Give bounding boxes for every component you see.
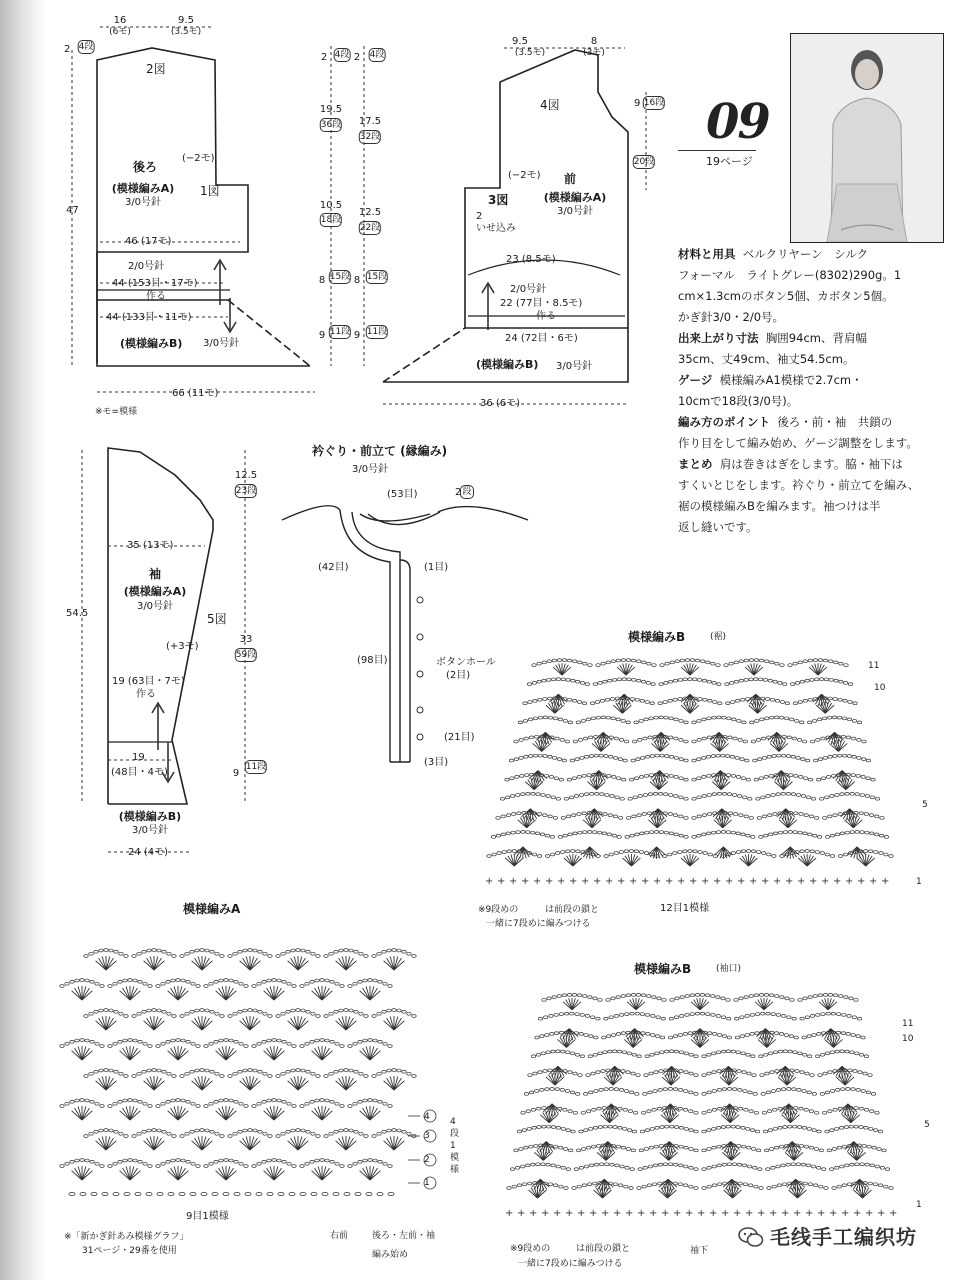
- gauge-2: 10cmで18段(3/0号)。: [678, 394, 799, 408]
- finish-4: 返し縫いです。: [678, 520, 758, 534]
- front-needle: 3/0号針: [556, 206, 594, 217]
- svg-text:+: +: [881, 876, 890, 887]
- sleeve-dimension-lines: [82, 450, 245, 852]
- svg-text:+: +: [529, 1208, 538, 1219]
- back-top-rows: 4段: [78, 42, 94, 52]
- gauge-label: ゲージ: [678, 373, 713, 387]
- svg-text:+: +: [697, 1208, 706, 1219]
- svg-text:+: +: [785, 876, 794, 887]
- svg-text:+: +: [497, 876, 506, 887]
- collar-2: 2: [455, 487, 462, 498]
- col1-11rows: 11段: [329, 327, 351, 337]
- pattern-b-cuff-row-10: 10: [902, 1034, 914, 1044]
- sleeve-hem-needle: 3/0号針: [131, 825, 169, 836]
- pattern-a-row-3: 3: [424, 1131, 430, 1141]
- pattern-a-row-2: 2: [424, 1155, 430, 1165]
- pattern-b-hem-row-5: 5: [922, 800, 928, 810]
- pattern-b-cuff-arrow-label: 袖下: [690, 1246, 709, 1256]
- size-2: 35cm、丈49cm、袖丈54.5cm。: [678, 352, 855, 366]
- svg-text:+: +: [797, 876, 806, 887]
- point-2: 作り目をして編み始め、ゲージ調整をします。: [678, 436, 918, 450]
- svg-text:+: +: [757, 1208, 766, 1219]
- collar-needle: 3/0号針: [352, 464, 389, 475]
- front-hem-pattern: (模様編みB): [476, 358, 539, 371]
- pattern-b-hem-title: 模様編みB: [628, 630, 686, 644]
- sleeve-col-23rows: 23段: [235, 486, 257, 496]
- sleeve-col-59rows: 59段: [235, 650, 257, 660]
- back-fig-1: 1図: [200, 184, 220, 198]
- col1-15rows: 15段: [329, 272, 351, 282]
- point-1: 後ろ・前・袖 共鎖の: [777, 415, 893, 429]
- pattern-a-repeat: 9目1模様: [186, 1211, 229, 1222]
- svg-text:+: +: [745, 1208, 754, 1219]
- sleeve-make: 作る: [136, 689, 156, 700]
- pattern-b-cuff-note-2: 一緒に7段めに編みつける: [518, 1259, 623, 1269]
- back-top-height: 2: [64, 44, 71, 55]
- svg-text:+: +: [809, 876, 818, 887]
- issue-rule: [678, 150, 756, 151]
- col1-8: 8: [318, 275, 326, 286]
- pattern-b-cuff-chart: [505, 993, 897, 1219]
- collar-21: (21目): [444, 732, 475, 743]
- pattern-b-hem-repeat: 12目1模様: [660, 903, 710, 914]
- back-width-44b: 44 (133目・11モ): [106, 312, 192, 323]
- svg-text:+: +: [601, 1208, 610, 1219]
- sleeve-col-12-5: 12.5: [234, 470, 258, 481]
- svg-text:+: +: [565, 1208, 574, 1219]
- back-decrease: (−2モ): [182, 153, 215, 164]
- sleeve-bottom-width: 24 (4モ): [128, 847, 169, 858]
- sleeve-height: 54.5: [66, 608, 89, 619]
- col1-9: 9: [318, 330, 326, 341]
- front-fig-4: 4図: [540, 98, 560, 112]
- svg-text:+: +: [665, 876, 674, 887]
- front-width-22: 22 (77目・8.5モ): [500, 298, 583, 309]
- svg-text:+: +: [805, 1208, 814, 1219]
- svg-text:+: +: [857, 876, 866, 887]
- sleeve-width-19a: 19 (63目・7モ): [112, 676, 185, 687]
- materials-4: かぎ針3/0・2/0号。: [678, 310, 785, 324]
- materials-label: 材料と用具: [678, 247, 736, 261]
- col2-11rows: 11段: [366, 327, 388, 337]
- front-width-23: 23 (8.5モ): [506, 254, 556, 265]
- svg-text:+: +: [817, 1208, 826, 1219]
- finish-3: 裾の模様編みBを編みます。袖つけは半: [678, 499, 881, 513]
- col1-36rows: 36段: [320, 120, 342, 130]
- svg-text:+: +: [541, 1208, 550, 1219]
- svg-text:+: +: [637, 1208, 646, 1219]
- collar-3: (3目): [424, 757, 449, 768]
- front-width-24: 24 (72目・6モ): [505, 333, 578, 344]
- col1-18rows: 18段: [320, 215, 342, 225]
- svg-text:+: +: [841, 1208, 850, 1219]
- back-top-width-1: 16: [113, 15, 127, 26]
- pattern-b-cuff-note-1b: は前段の鎖と: [576, 1244, 631, 1254]
- svg-text:+: +: [629, 876, 638, 887]
- svg-text:+: +: [577, 1208, 586, 1219]
- svg-text:+: +: [781, 1208, 790, 1219]
- col2-22rows: 22段: [359, 223, 381, 233]
- front-right-rows-20: 20段: [633, 157, 655, 167]
- svg-text:+: +: [649, 1208, 658, 1219]
- svg-text:+: +: [733, 1208, 742, 1219]
- sleeve-width-19b: 19: [132, 752, 145, 763]
- svg-text:+: +: [613, 1208, 622, 1219]
- pattern-b-cuff-title: 模様編みB: [634, 962, 692, 976]
- front-top-width-1: 9.5: [512, 36, 528, 47]
- svg-text:+: +: [689, 876, 698, 887]
- svg-text:+: +: [569, 876, 578, 887]
- svg-text:+: +: [677, 876, 686, 887]
- front-top-width-1-sub: (3.5モ): [514, 48, 546, 58]
- svg-text:+: +: [533, 876, 542, 887]
- svg-text:+: +: [653, 876, 662, 887]
- front-title: 前: [564, 172, 577, 186]
- back-pattern: (模様編みA): [111, 182, 175, 195]
- pattern-a-note-2: 31ページ・29番を使用: [82, 1246, 177, 1256]
- front-pattern: (模様編みA): [543, 191, 607, 204]
- gauge-1: 模様編みA1模様で2.7cm・: [719, 373, 863, 387]
- svg-text:+: +: [869, 876, 878, 887]
- model-photo-illustration: [791, 34, 943, 242]
- collar-buttonhole-rows: (2目): [446, 670, 471, 681]
- svg-text:+: +: [625, 1208, 634, 1219]
- front-right-height: 9: [634, 98, 641, 109]
- svg-text:+: +: [725, 876, 734, 887]
- finish-1: 肩は巻きはぎをします。脇・袖下は: [719, 457, 903, 471]
- back-make: 作る: [146, 291, 166, 302]
- collar-title: 衿ぐり・前立て (縁編み): [312, 444, 448, 458]
- svg-text:+: +: [593, 876, 602, 887]
- col1-10-5: 10.5: [319, 200, 343, 211]
- sleeve-schematic: [108, 448, 213, 804]
- materials-2: フォーマル ライトグレー(8302)290g。1: [678, 268, 902, 282]
- svg-text:+: +: [845, 876, 854, 887]
- col2-17-5: 17.5: [358, 116, 382, 127]
- pattern-b-cuff-row-11: 11: [902, 1019, 914, 1029]
- svg-text:+: +: [661, 1208, 670, 1219]
- pattern-b-cuff-note-1: ※9段めの: [510, 1244, 551, 1254]
- svg-text:+: +: [865, 1208, 874, 1219]
- col2-15rows: 15段: [366, 272, 388, 282]
- pattern-b-hem-sub: (裾): [710, 632, 727, 642]
- front-dart-label: いせ込み: [476, 223, 516, 234]
- front-fig-3: 3図: [488, 193, 509, 207]
- sleeve-col-11rows: 11段: [245, 762, 267, 772]
- pattern-b-hem-note-2: 一緒に7段めに編みつける: [486, 919, 591, 929]
- sleeve-pattern: (模様編みA): [123, 585, 187, 598]
- col2-8: 8: [353, 275, 361, 286]
- front-top-width-2-sub: (3モ): [583, 48, 605, 58]
- sleeve-fig-5: 5図: [207, 612, 227, 626]
- sleeve-hem-pattern: (模様編みB): [118, 810, 182, 823]
- svg-text:+: +: [889, 1208, 898, 1219]
- pattern-a-title: 模様編みA: [183, 902, 241, 916]
- issue-page-ref: 19ページ: [706, 155, 753, 168]
- svg-text:+: +: [517, 1208, 526, 1219]
- model-photo: [790, 33, 944, 243]
- instructions: [678, 244, 950, 538]
- col1-19-5: 19.5: [319, 104, 343, 115]
- svg-text:+: +: [793, 1208, 802, 1219]
- materials-1: ベルクリヤーン シルク: [742, 247, 869, 261]
- col1-4rows: 4段: [334, 50, 350, 60]
- svg-text:+: +: [553, 1208, 562, 1219]
- svg-text:+: +: [545, 876, 554, 887]
- svg-text:+: +: [505, 1208, 514, 1219]
- pattern-b-hem-row-10: 10: [874, 683, 886, 693]
- col2-12-5: 12.5: [358, 207, 382, 218]
- svg-text:+: +: [617, 876, 626, 887]
- back-hem-needle: 3/0号針: [203, 338, 240, 349]
- pattern-b-hem-chart: [485, 659, 893, 887]
- svg-text:+: +: [853, 1208, 862, 1219]
- size-label: 出来上がり寸法: [678, 331, 759, 345]
- front-hem-needle: 3/0号針: [556, 361, 593, 372]
- issue-number: 09: [706, 94, 769, 150]
- sleeve-col-33: 33: [239, 634, 253, 645]
- pattern-b-cuff-row-5: 5: [924, 1120, 930, 1130]
- finish-label: まとめ: [678, 457, 713, 471]
- svg-text:+: +: [581, 876, 590, 887]
- front-top-width-2: 8: [590, 36, 598, 47]
- svg-text:+: +: [833, 876, 842, 887]
- sleeve-width-19b-sub: (48目・4モ): [111, 767, 168, 778]
- pattern-b-hem-row-11: 11: [868, 661, 880, 671]
- col2-2: 2: [353, 52, 361, 63]
- svg-text:+: +: [685, 1208, 694, 1219]
- pattern-a-rows-label: 4段1模様: [450, 1117, 460, 1175]
- back-top-width-2: 9.5: [178, 15, 194, 26]
- back-hem-pattern: (模様編みB): [120, 337, 183, 350]
- svg-text:+: +: [709, 1208, 718, 1219]
- sleeve-col-9: 9: [232, 768, 240, 779]
- collar-2-rows: 段: [460, 485, 474, 499]
- col2-4rows: 4段: [369, 50, 385, 60]
- front-right-rows-16: 16段: [643, 98, 665, 108]
- svg-text:+: +: [701, 876, 710, 887]
- svg-text:+: +: [589, 1208, 598, 1219]
- front-needle-2: 2/0号針: [510, 284, 547, 295]
- collar-buttonhole: ボタンホール: [436, 657, 496, 668]
- pattern-a-row-4: 4: [424, 1112, 430, 1122]
- pattern-a-row-1: 1: [424, 1178, 430, 1188]
- pattern-a-chart: [60, 949, 436, 1196]
- point-label: 編み方のポイント: [678, 415, 770, 429]
- sleeve-title: 袖: [148, 567, 162, 581]
- svg-text:+: +: [761, 876, 770, 887]
- back-title: 後ろ: [132, 160, 158, 174]
- front-make: 作る: [536, 311, 556, 322]
- svg-text:+: +: [773, 876, 782, 887]
- front-bottom-width: 36 (6モ): [480, 398, 521, 409]
- pattern-a-note-1: ※「新かぎ針あみ模様グラフ」: [64, 1232, 189, 1242]
- back-needle: 3/0号針: [124, 197, 162, 208]
- back-top-width-1-sub: (6モ): [109, 27, 131, 37]
- back-bottom-width: 66 (11モ): [172, 388, 219, 399]
- svg-text:+: +: [673, 1208, 682, 1219]
- back-note: ※モ=模様: [95, 407, 138, 417]
- collar-42: (42目): [318, 562, 349, 573]
- back-fig-2: 2図: [146, 62, 166, 76]
- svg-text:+: +: [485, 876, 494, 887]
- svg-text:+: +: [521, 876, 530, 887]
- svg-text:+: +: [829, 1208, 838, 1219]
- svg-text:+: +: [721, 1208, 730, 1219]
- back-needle-2: 2/0号針: [128, 261, 165, 272]
- svg-text:+: +: [557, 876, 566, 887]
- front-decrease: (−2モ): [508, 170, 541, 181]
- back-height: 47: [66, 205, 79, 216]
- svg-text:+: +: [821, 876, 830, 887]
- svg-text:+: +: [509, 876, 518, 887]
- pattern-a-legend-1: 右前: [330, 1231, 349, 1241]
- pattern-b-cuff-row-1: 1: [916, 1200, 922, 1210]
- materials-3: cm×1.3cmのボタン5個、カボタン5個。: [678, 289, 894, 303]
- pattern-b-hem-row-1: 1: [916, 877, 922, 887]
- svg-text:+: +: [877, 1208, 886, 1219]
- collar-buttonholes: [417, 597, 423, 740]
- wechat-icon: [738, 1226, 764, 1248]
- back-top-width-2-sub: (3.5モ): [170, 27, 202, 37]
- svg-text:+: +: [769, 1208, 778, 1219]
- pattern-b-hem-note-1b: は前段の鎖と: [545, 905, 600, 915]
- pattern-a-start: 編み始め: [372, 1250, 409, 1260]
- pattern-a-legend-2: 後ろ・左前・袖: [372, 1231, 436, 1241]
- collar-53: (53目): [387, 489, 418, 500]
- collar-98: (98目): [357, 655, 388, 666]
- col1-2: 2: [320, 52, 328, 63]
- pattern-b-hem-note-1: ※9段めの: [478, 905, 519, 915]
- sleeve-width-35: 35 (13モ): [127, 540, 174, 551]
- collar-diagram: [282, 506, 528, 762]
- svg-text:+: +: [641, 876, 650, 887]
- svg-text:+: +: [737, 876, 746, 887]
- col2-9: 9: [353, 330, 361, 341]
- col2-32rows: 32段: [359, 132, 381, 142]
- svg-text:+: +: [713, 876, 722, 887]
- svg-text:+: +: [749, 876, 758, 887]
- finish-2: すくいとじをします。衿ぐり・前立てを編み、: [678, 478, 920, 492]
- back-width-46: 46 (17モ): [125, 236, 172, 247]
- sleeve-increase: (+3モ): [166, 641, 199, 652]
- svg-text:+: +: [605, 876, 614, 887]
- collar-1: (1目): [424, 562, 449, 573]
- watermark-text: 毛线手工编织坊: [770, 1225, 917, 1249]
- back-dimension-lines: [72, 27, 315, 392]
- pattern-b-cuff-sub: (袖口): [716, 964, 742, 974]
- size-1: 胸囲94cm、背肩幅: [765, 331, 867, 345]
- sleeve-needle: 3/0号針: [136, 601, 174, 612]
- front-dart: 2: [476, 211, 483, 222]
- back-width-44a: 44 (153目・17モ): [112, 278, 198, 289]
